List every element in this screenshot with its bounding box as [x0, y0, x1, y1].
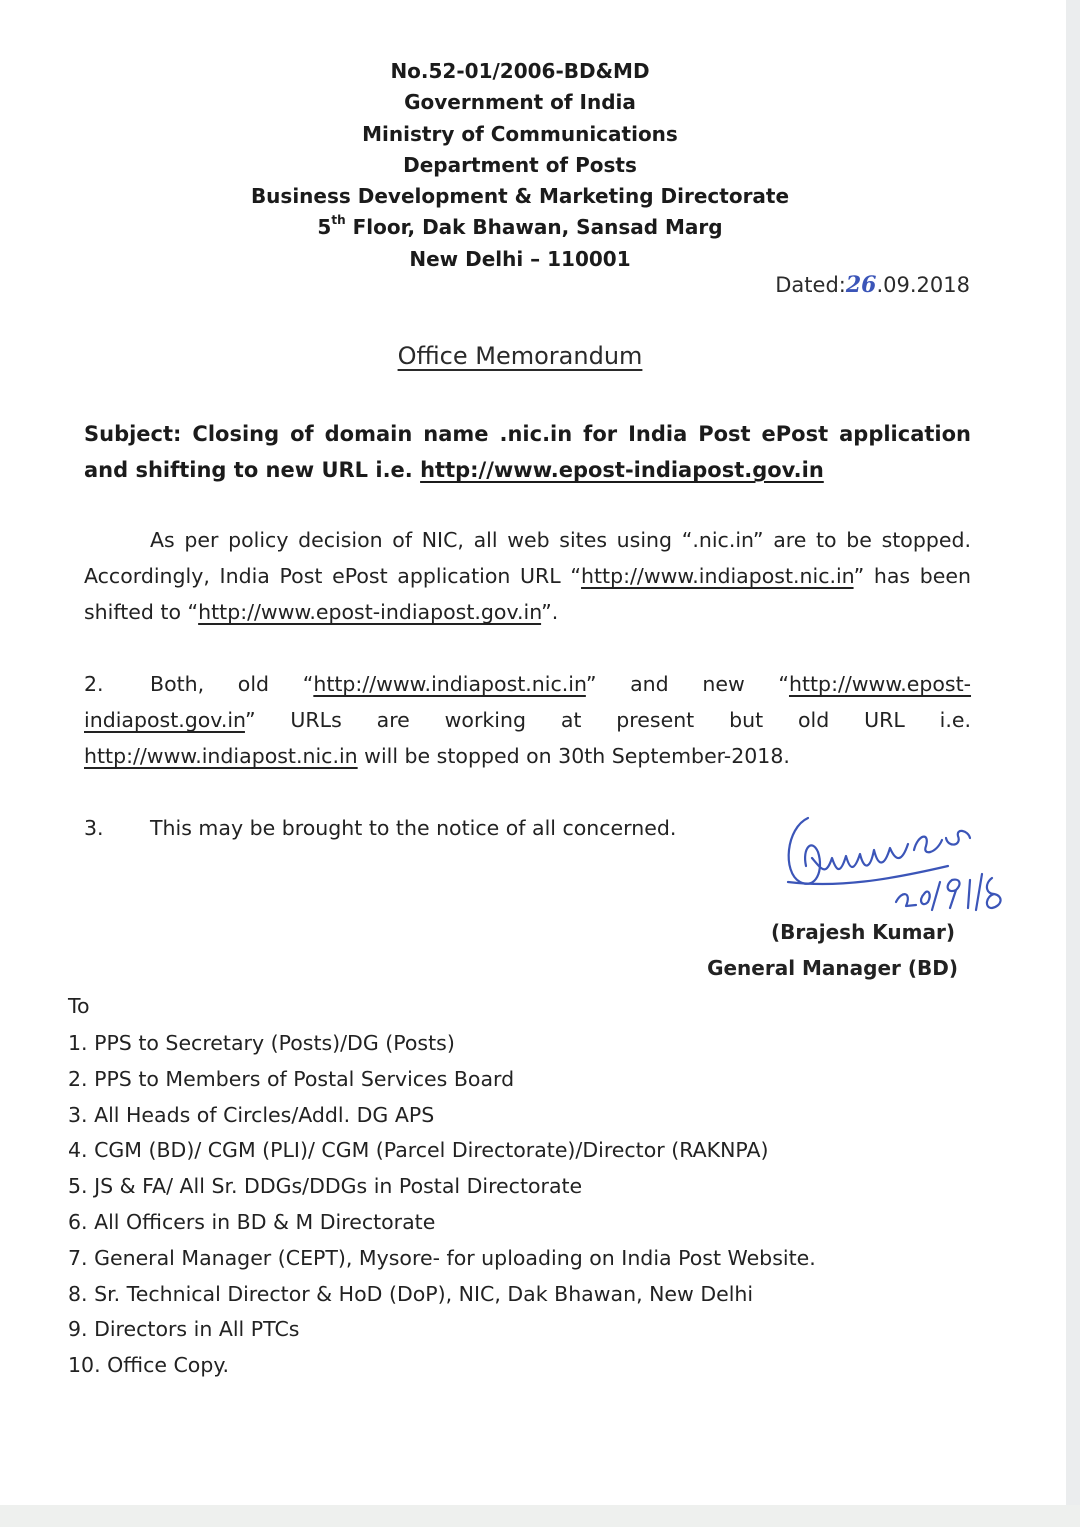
- para2-text-b: ” and new “: [585, 672, 789, 696]
- recipient-list: [68, 1026, 816, 1384]
- signature-date-scribble: 26/9/18: [778, 810, 782, 811]
- floor-number: 5: [317, 215, 332, 240]
- list-item: 8. Sr. Technical Director & HoD (DoP), NIC, Dak Bhawan, New Delhi: [68, 1281, 754, 1306]
- subject-url-link[interactable]: http://www.epost-indiapost.gov.in: [420, 458, 824, 482]
- para2-text-d: will be stopped on 30th September-2018.: [357, 744, 790, 768]
- subject-text: Subject: Closing of domain name .nic.in for India Post ePost application and shifting to new URL i.e.: [84, 422, 971, 482]
- list-item: 9. Directors in All PTCs: [68, 1317, 300, 1342]
- dated-line: [775, 272, 970, 298]
- list-item: 3. All Heads of Circles/Addl. DG APS: [68, 1102, 435, 1127]
- handwritten-signature: [778, 810, 1018, 925]
- list-item: 5. JS & FA/ All Sr. DDGs/DDGs in Postal Directorate: [68, 1174, 583, 1199]
- para2-text-c: ” URLs are working at present but old URL i.e.: [244, 708, 971, 732]
- list-item: 4. CGM (BD)/ CGM (PLI)/ CGM (Parcel Directorate)/Director (RAKNPA): [68, 1138, 769, 1163]
- list-item: 7. General Manager (CEPT), Mysore- for uploading on India Post Website.: [68, 1245, 816, 1270]
- para3-number: 3.: [84, 816, 104, 840]
- reference-number: No.52-01/2006-BD&MD: [390, 59, 650, 83]
- old-url-link[interactable]: http://www.indiapost.nic.in: [313, 672, 586, 696]
- floor-suffix: th: [331, 212, 346, 227]
- new-url-link[interactable]: http://www.epost-indiapost.gov.in: [198, 600, 542, 624]
- dated-label: Dated:: [775, 273, 846, 297]
- header-ministry: Ministry of Communications: [362, 121, 678, 146]
- header-government: Government of India: [404, 90, 636, 115]
- subject-line: [84, 416, 971, 488]
- list-item: 10. Office Copy.: [68, 1353, 230, 1378]
- header-directorate: Business Development & Marketing Directorate: [250, 184, 790, 209]
- para3-text: This may be brought to the notice of all concerned.: [150, 816, 677, 840]
- para1-text-c: ”.: [541, 600, 559, 624]
- scan-edge-bottom: [0, 1505, 1080, 1527]
- para1-text-b: ” has been shifted to “: [84, 564, 972, 624]
- para2-number: 2.: [84, 672, 104, 696]
- header-department: Department of Posts: [403, 152, 637, 177]
- para1-text-a: As per policy decision of NIC, all web sites using “.nic.in” are to be stopped. Accordingly, India Post ePost application URL “: [84, 528, 971, 588]
- list-item: 6. All Officers in BD & M Directorate: [68, 1209, 436, 1234]
- signatory-title: General Manager (BD): [707, 956, 958, 980]
- to-label: To: [68, 994, 90, 1018]
- old-url-link[interactable]: http://www.indiapost.nic.in: [84, 744, 358, 768]
- signatory-name: (Brajesh Kumar): [771, 920, 955, 944]
- para2-text-a: Both, old “: [150, 672, 314, 696]
- paragraph-1: [84, 522, 971, 630]
- address-rest: Floor, Dak Bhawan, Sansad Marg: [345, 215, 723, 240]
- letterhead: [0, 56, 1040, 275]
- memo-title: Office Memorandum: [397, 342, 643, 370]
- handwritten-day: 26: [845, 272, 877, 298]
- new-url-link[interactable]: http://www.epost-indiapost.gov.in: [84, 672, 972, 732]
- list-item: 1. PPS to Secretary (Posts)/DG (Posts): [68, 1031, 455, 1055]
- list-item: 2. PPS to Members of Postal Services Board: [68, 1066, 515, 1091]
- dated-rest: .09.2018: [876, 273, 970, 297]
- scan-edge-right: [1066, 0, 1080, 1527]
- old-url-link[interactable]: http://www.indiapost.nic.in: [581, 564, 854, 588]
- header-address: [0, 212, 1040, 243]
- header-city: New Delhi – 110001: [409, 246, 631, 271]
- paragraph-2: [84, 666, 971, 774]
